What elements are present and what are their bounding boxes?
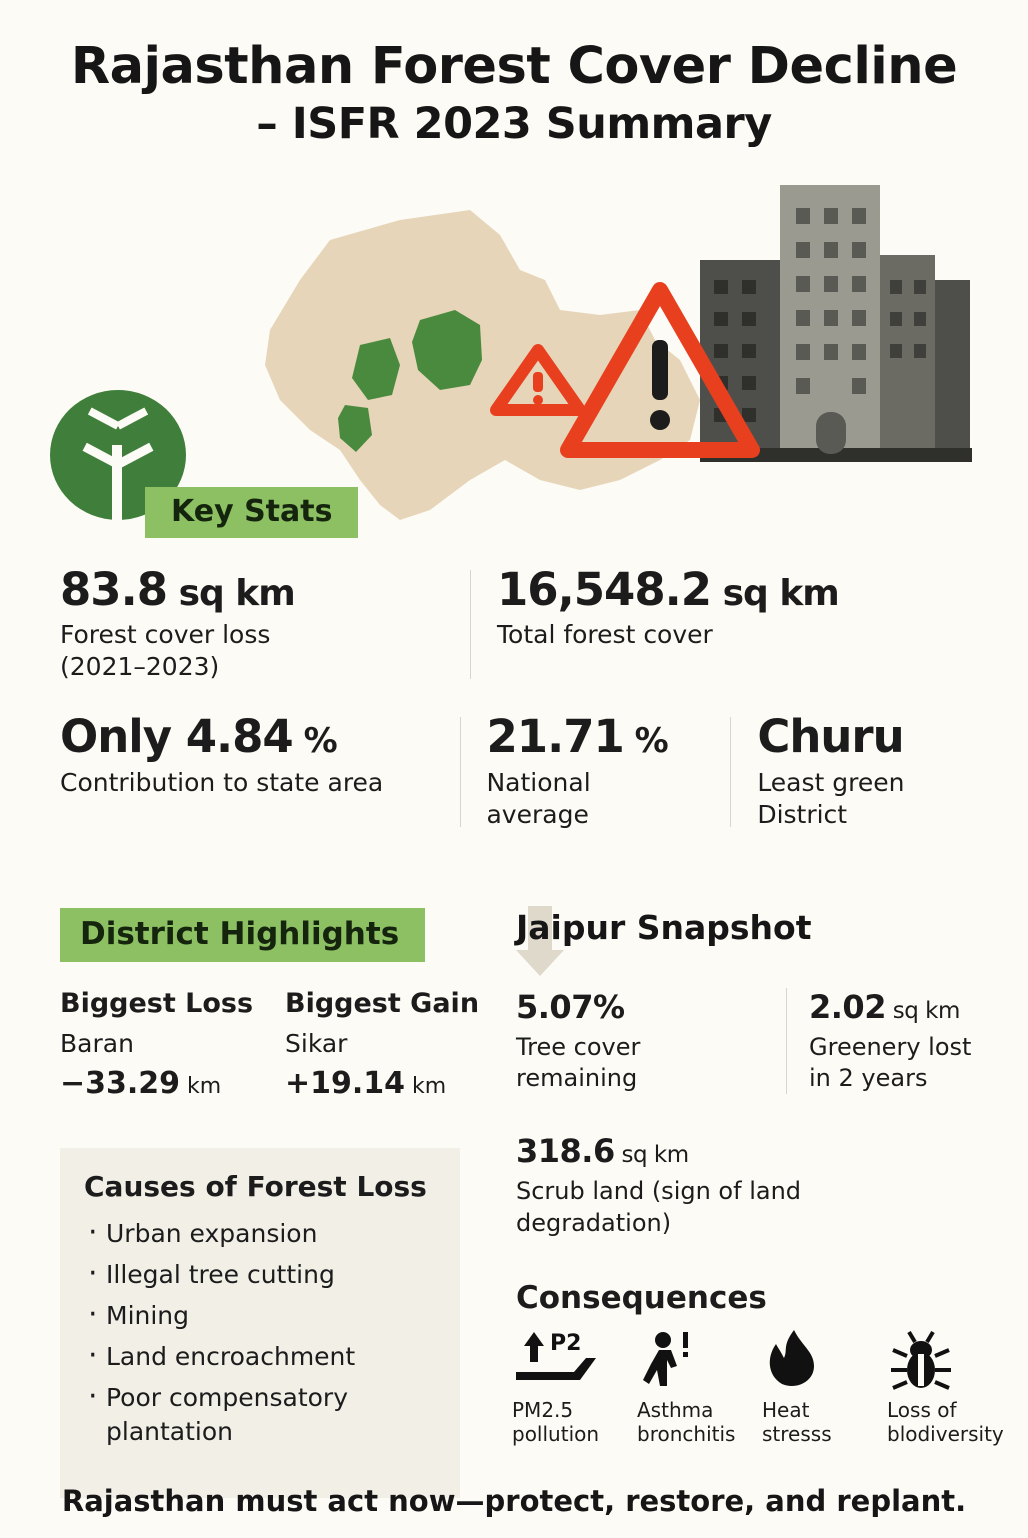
scrub-label-line-2: degradation) bbox=[516, 1208, 672, 1237]
causes-of-forest-loss-box bbox=[60, 1148, 460, 1498]
asthma-label-line-1: Asthma bbox=[637, 1398, 714, 1422]
tree-cover-label-line-2: remaining bbox=[516, 1064, 638, 1093]
list-item: · Illegal tree cutting bbox=[84, 1258, 436, 1292]
stat-label-line-1: Least green bbox=[757, 767, 905, 797]
causes-heading: Causes of Forest Loss bbox=[84, 1170, 427, 1203]
pm25-label-line-2: pollution bbox=[512, 1422, 600, 1446]
rajasthan-map-icon bbox=[265, 210, 700, 520]
tree-cover-label-line-1: Tree cover bbox=[516, 1033, 641, 1061]
scrub-value: 318.6 bbox=[516, 1132, 615, 1171]
biggest-gain-value: +19.14 bbox=[285, 1066, 406, 1101]
biggest-loss-unit: km bbox=[180, 1074, 222, 1099]
asthma-label-line-2: bronchitis bbox=[637, 1422, 736, 1446]
divider bbox=[730, 717, 731, 826]
stat-label-line-2: District bbox=[757, 799, 848, 829]
biodiversity-label-line-2: blodiversity bbox=[887, 1422, 1004, 1446]
svg-text:P2: P2 bbox=[550, 1331, 582, 1356]
scrub-unit: sq km bbox=[614, 1142, 689, 1169]
district-highlights-badge: District Highlights bbox=[60, 908, 425, 962]
list-item: · Urban expansion bbox=[84, 1217, 436, 1251]
stat-unit: % bbox=[623, 721, 668, 762]
stat-value: 16,548.2 bbox=[497, 563, 712, 616]
consequences-section bbox=[512, 1328, 1012, 1446]
greenery-lost-label-line-2: in 2 years bbox=[809, 1064, 928, 1093]
causes-list bbox=[84, 1217, 436, 1449]
consequence-heat-stress bbox=[762, 1328, 887, 1446]
stat-national-average bbox=[486, 710, 730, 830]
stat-total-forest-cover bbox=[497, 563, 967, 683]
greenery-lost-value: 2.02 bbox=[809, 988, 886, 1026]
jaipur-snapshot-heading: Jaipur Snapshot bbox=[516, 908, 812, 947]
jaipur-tree-cover-block bbox=[516, 988, 786, 1094]
stat-label-line-2: average bbox=[486, 799, 589, 829]
list-item: · Poor compensatory plantation bbox=[84, 1381, 436, 1449]
consequence-biodiversity bbox=[887, 1328, 1012, 1446]
list-item: · Mining bbox=[84, 1299, 436, 1333]
stat-least-green-district bbox=[757, 710, 972, 830]
stat-value: 83.8 bbox=[60, 563, 168, 616]
consequences-heading: Consequences bbox=[516, 1280, 767, 1316]
stat-value: Only 4.84 bbox=[60, 710, 293, 764]
page-title bbox=[0, 38, 1028, 151]
district-highlights-section bbox=[60, 988, 480, 1101]
greenery-lost-unit: sq km bbox=[885, 998, 960, 1024]
jaipur-scrub-land-block bbox=[516, 1132, 946, 1238]
stat-label: Contribution to state area bbox=[60, 767, 384, 797]
stat-label-line-1: National bbox=[486, 767, 591, 797]
heat-label-line-1: Heat bbox=[762, 1398, 810, 1422]
stat-value: Churu bbox=[757, 710, 904, 764]
biggest-gain-district: Sikar bbox=[285, 1029, 348, 1058]
loss-of-biodiversity-icon bbox=[887, 1328, 1012, 1390]
stat-contribution-to-state-area bbox=[60, 710, 460, 830]
biggest-gain-block bbox=[285, 988, 480, 1101]
title-line-2: – ISFR 2023 Summary bbox=[256, 99, 772, 150]
divider bbox=[470, 570, 471, 679]
biggest-loss-value: −33.29 bbox=[60, 1066, 181, 1101]
stat-label-line-1: Forest cover loss bbox=[60, 620, 271, 650]
tree-cover-value: 5.07% bbox=[516, 988, 625, 1026]
heat-stress-icon bbox=[762, 1328, 887, 1390]
consequence-asthma bbox=[637, 1328, 762, 1446]
footer-call-to-action: Rajasthan must act now—protect, restore, and replant. bbox=[61, 1484, 967, 1518]
pm25-label-line-1: PM2.5 bbox=[512, 1398, 574, 1422]
stat-unit: sq km bbox=[711, 573, 839, 614]
stat-label: Total forest cover bbox=[497, 620, 713, 650]
stat-value: 21.71 bbox=[486, 710, 624, 764]
consequence-pm25 bbox=[512, 1328, 637, 1446]
biggest-loss-block bbox=[60, 988, 285, 1101]
title-line-1: Rajasthan Forest Cover Decline bbox=[70, 37, 958, 96]
stat-unit: % bbox=[292, 721, 337, 762]
stat-forest-cover-loss bbox=[60, 563, 470, 683]
greenery-lost-label-line-1: Greenery lost bbox=[809, 1033, 972, 1061]
biggest-loss-heading: Biggest Loss bbox=[60, 988, 254, 1019]
heat-label-line-2: stresss bbox=[762, 1422, 832, 1446]
biggest-gain-unit: km bbox=[405, 1074, 447, 1099]
pm25-pollution-icon bbox=[512, 1328, 637, 1390]
key-stats-badge: Key Stats bbox=[145, 487, 358, 538]
asthma-bronchitis-icon bbox=[637, 1328, 762, 1390]
key-stats-section bbox=[60, 563, 972, 831]
list-item: · Land encroachment bbox=[84, 1340, 436, 1374]
scrub-label-line-1: Scrub land (sign of land bbox=[516, 1177, 802, 1206]
jaipur-snapshot-section bbox=[516, 988, 986, 1239]
biggest-loss-district: Baran bbox=[60, 1029, 134, 1058]
jaipur-greenery-lost-block bbox=[786, 988, 986, 1094]
stat-label-line-2: (2021–2023) bbox=[60, 652, 220, 682]
biggest-gain-heading: Biggest Gain bbox=[285, 988, 480, 1019]
divider bbox=[460, 717, 461, 826]
stat-unit: sq km bbox=[167, 573, 295, 614]
biodiversity-label-line-1: Loss of bbox=[887, 1398, 957, 1422]
